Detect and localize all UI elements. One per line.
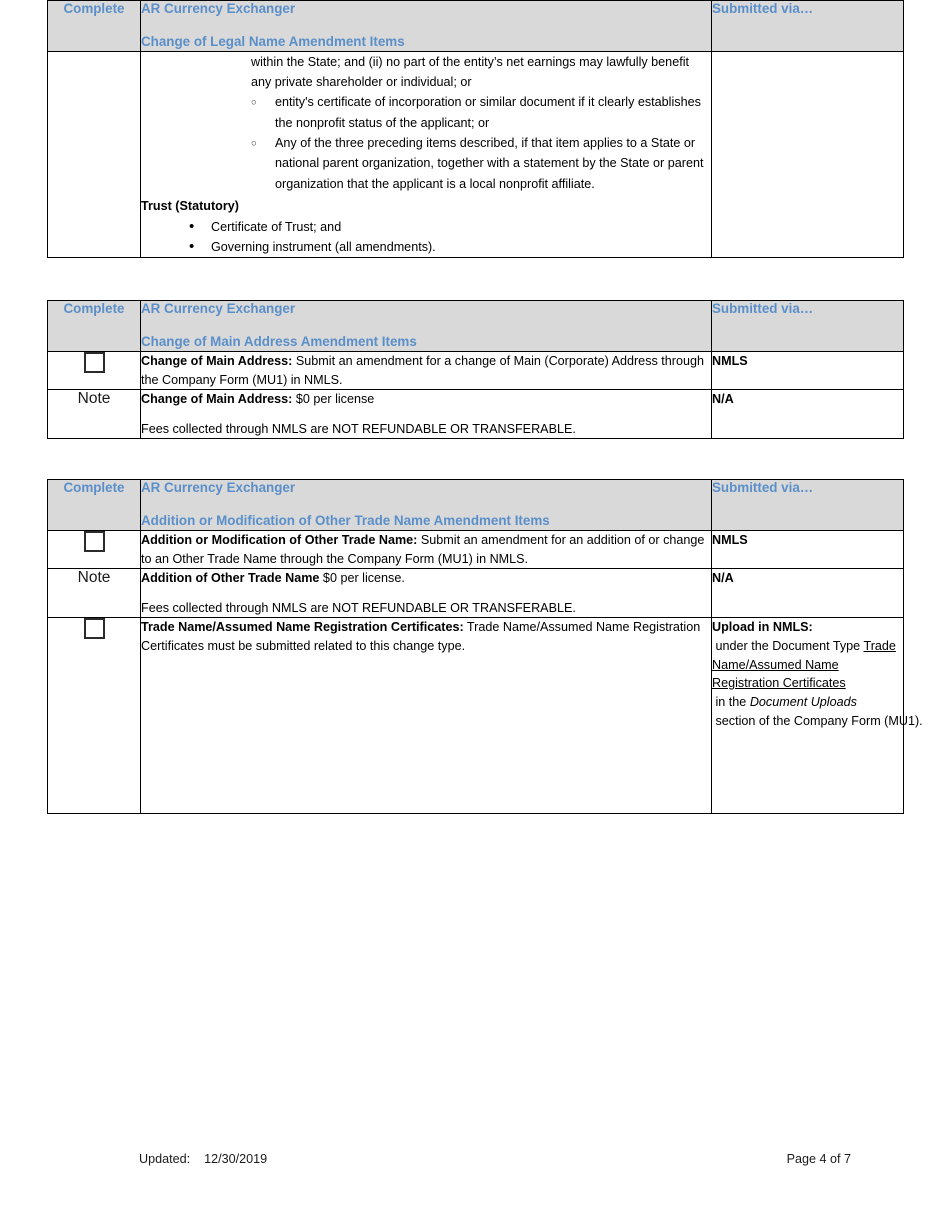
cell-item-description [141,351,712,389]
cell-complete-empty [48,51,141,258]
item-paragraph [141,352,711,389]
footer-updated-label: Updated: [139,1152,191,1166]
cell-submitted-via-empty [712,51,904,258]
header-cell-title [141,480,712,531]
footer-updated [139,1152,267,1166]
cell-complete-checkbox[interactable] [48,618,141,814]
header-label-submitted-via: Submitted via… [712,480,814,496]
list-item: • Governing instrument (all amendments). [189,237,711,257]
cell-item-description [141,390,712,439]
item-bold-lead: Addition of Other Trade Name [141,571,320,586]
item-bold-lead: Addition or Modification of Other Trade Name: [141,532,418,547]
header-label-complete: Complete [63,1,125,16]
table-header-row [48,301,904,352]
item-body-text: Trade Name/Assumed Name Registration Certificates must be submitted related to this change type. [141,620,701,654]
table-spacer [47,258,903,300]
item-paragraph-secondary: Fees collected through NMLS are NOT REFUNDABLE OR TRANSFERABLE. [141,421,576,436]
checkbox-icon[interactable] [84,352,105,373]
table-row [48,351,904,389]
cell-continuation-content [141,51,712,258]
footer-updated-date: 12/30/2019 [204,1152,268,1166]
table-header-row [48,1,904,52]
cell-complete-note [48,569,141,618]
item-paragraph [141,618,711,655]
header-section-title: Change of Main Address Amendment Items [141,334,417,350]
header-label-complete: Complete [63,480,125,496]
footer-spacer [194,1152,201,1166]
submitted-via-value: N/A [712,571,734,586]
header-cell-complete [48,480,141,531]
cell-complete-checkbox[interactable] [48,530,141,568]
table-row [48,618,904,814]
header-cell-title [141,301,712,352]
header-label-submitted-via: Submitted via… [712,301,814,317]
checkbox-icon[interactable] [84,531,105,552]
upload-label: Upload in NMLS: [712,620,813,635]
cell-item-description [141,569,712,618]
table-change-of-legal-name [47,0,904,258]
item-body-text: $0 per license [292,392,375,407]
cell-item-description [141,618,712,814]
header-cell-submitted-via [712,1,904,52]
page-footer [47,1152,903,1166]
cell-submitted-via [712,390,904,439]
submitted-via-value: NMLS [712,353,748,368]
cell-complete-checkbox[interactable] [48,351,141,389]
header-label-complete: Complete [63,301,125,317]
table-header-row [48,480,904,531]
header-section-title: Addition or Modification of Other Trade Name Amendment Items [141,513,550,529]
header-entity-name: AR Currency Exchanger [141,1,296,16]
cell-submitted-via [712,351,904,389]
upload-text-3: section of the Company Form (MU1). [712,713,923,728]
upload-text-1: under the Document Type [712,639,864,654]
header-cell-submitted-via [712,301,904,352]
list-item: • Certificate of Trust; and [189,217,711,237]
continuation-bullet-list [141,217,711,258]
list-item: ○ Any of the three preceding items described, if that item applies to a State or national parent organization, together with a statement by the State or parent organization that the applicant is a local nonprofit affiliate. [251,133,711,194]
header-cell-complete [48,1,141,52]
table-row [48,569,904,618]
cell-submitted-via [712,530,904,568]
item-paragraph [141,390,711,409]
item-bold-lead: Trade Name/Assumed Name Registration Certificates: [141,620,464,635]
continuation-sub-heading: Trust (Statutory) [141,199,239,214]
list-item: ○ entity's certificate of incorporation or similar document if it clearly establishes the nonprofit status of the applicant; or [251,92,711,133]
item-paragraph-secondary: Fees collected through NMLS are NOT REFUNDABLE OR TRANSFERABLE. [141,600,576,615]
header-cell-submitted-via [712,480,904,531]
note-label: Note [77,569,111,587]
cell-item-description [141,530,712,568]
table-spacer [47,439,903,479]
item-paragraph [141,531,711,568]
table-row [48,390,904,439]
header-cell-complete [48,301,141,352]
item-bold-lead: Change of Main Address: [141,353,293,368]
item-body-text: $0 per license. [319,571,405,586]
table-other-trade-name [47,479,923,814]
item-body-text: Submit an amendment for a change of Main (Corporate) Address through the Company Form (MU1) in NMLS. [141,353,704,387]
upload-section-name: Document Uploads [749,694,857,709]
item-body-text: Submit an amendment for an addition of or change to an Other Trade Name through the Company Form (MU1) in NMLS. [141,532,705,566]
header-entity-name: AR Currency Exchanger [141,301,296,317]
header-cell-title [141,1,712,52]
submitted-via-value: NMLS [712,532,748,547]
cell-submitted-via-upload-instruction [712,618,923,814]
continuation-lead-text: within the State; and (ii) no part of the entity’s net earnings may lawfully benefit any private shareholder or individual; or [251,54,689,89]
table-row [48,51,904,258]
continuation-sub-list [141,92,711,194]
cell-submitted-via [712,569,904,618]
header-section-title: Change of Legal Name Amendment Items [141,33,405,49]
footer-page-number: Page 4 of 7 [786,1152,851,1166]
upload-document-type: Trade Name/Assumed Name Registration Certificates [712,639,896,691]
item-bold-lead: Change of Main Address: [141,392,293,407]
submitted-via-value: N/A [712,392,734,407]
table-change-of-main-address [47,300,904,439]
table-row [48,530,904,568]
cell-complete-note [48,390,141,439]
checkbox-icon[interactable] [84,618,105,639]
header-label-submitted-via: Submitted via… [712,1,814,16]
note-label: Note [77,390,111,408]
header-entity-name: AR Currency Exchanger [141,480,296,496]
upload-text-2: in the [712,694,750,709]
item-paragraph [141,569,711,588]
